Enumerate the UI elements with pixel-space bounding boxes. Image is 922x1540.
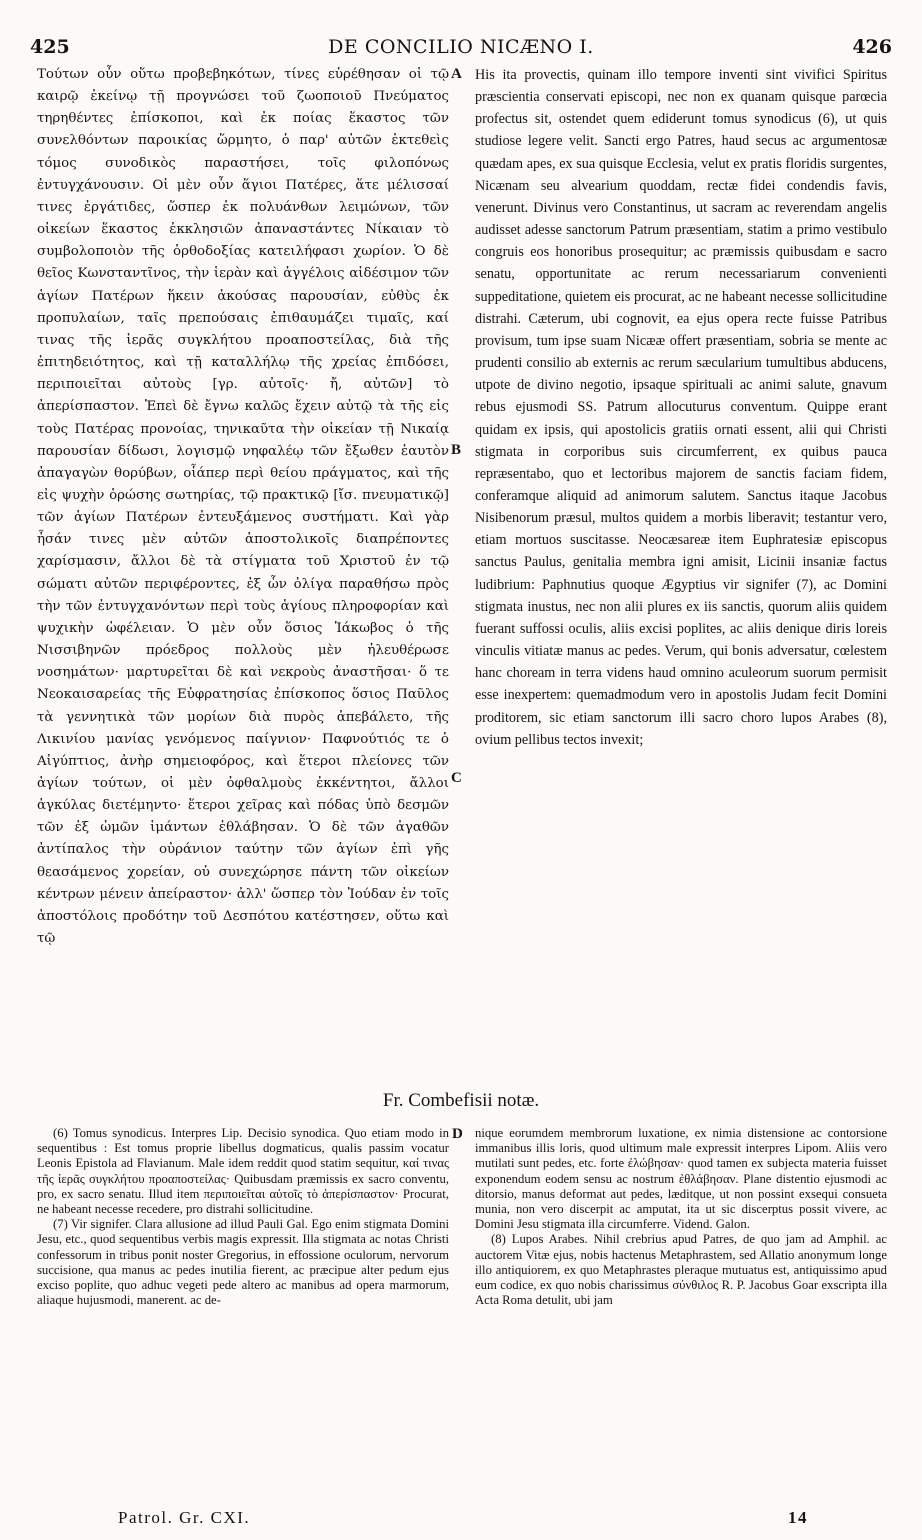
notes-column-right [475, 1126, 887, 1308]
notes-heading: Fr. Combefisii notæ. [382, 1090, 540, 1111]
page-number-left: 425 [30, 36, 70, 58]
section-marker-a: A [451, 66, 462, 82]
section-marker-b: B [451, 442, 462, 458]
running-header [30, 36, 892, 62]
running-title: DE CONCILIO NICÆNO I. [328, 36, 594, 58]
note-continuation: nique eorumdem membrorum luxatione, ex nimia distensione ac contorsione immanibus illis loris, quod ultimum male expressit interpres Lipom. Aliis vero mutilati sunt pedes, etc. forte ἐλώβησαν· quod tamen ex subjecta materia fuisset exponendum eodem sensu ac nostrum ἐθλάβησαν. Plane distentio ejusmodi ac ditorsio, manus deformat aut pedes, læditque, ut non possint exsequi consueta munia, non vero discerpit ac amputat, ita ut sic discerptus possit vivere, ac Domini Jesu stigmata illa circumferre. Vidend. Galon. [475, 1126, 887, 1232]
note-8: (8) Lupos Arabes. Nihil crebrius apud Patres, de quo jam ad Amphil. ac auctorem Vitæ ejus, nobis hactenus Metaphrastem, sed Allatio anonymum longe illo antiquiorem, ex quo Metaphrastes pleraque mutuatus est, antiquissimo apud eum codice, ex quo nobis charissimus σύνθιλος R. P. Jacobus Goar exscripta illa Acta Roma detulit, ubi jam [475, 1232, 887, 1308]
section-marker-c: C [451, 770, 462, 786]
page-number-right: 426 [852, 36, 892, 58]
latin-text-column [475, 64, 887, 751]
notes-column-left [37, 1126, 449, 1308]
series-title: Patrol. Gr. CXI. [118, 1508, 251, 1527]
note-6: (6) Tomus synodicus. Interpres Lip. Decisio synodica. Quo etiam modo in sequentibus : Est tomus proprie libellus dogmaticus, qualis passim vocatur Leonis Epistola ad Flavianum. Male idem reddit quod statim sequitur, καί τινας τῆς ἱερᾶς συγκλήτου προαποστείλας· Quibusdam præmissis ex sacro conventu, pro, ex sacro senatu. Illud item περιποιεῖται αὐτοῖς τὸ ἀπερίσπαστον· Procurat, ne habeant necesse recedere, pro distrahi sollicitudine. [37, 1126, 449, 1217]
page-footer [118, 1508, 808, 1532]
greek-paragraph: Τούτων οὖν οὕτω προβεβηκότων, τίνες εὑρέθησαν οἱ τῷ καιρῷ ἐκείνῳ τῇ προγνώσει τοῦ ζωοποιοῦ Πνεύματος τηρηθέντες ἐπίσκοποι, καὶ ἐκ ποίας ἕκαστος τῶν συνελθόντων παροικίας ὥρμητο, ὁ παρ' αὐτῶν ἐκτεθεὶς τόμος συνοδικὸς παραστήσει, τοῖς φιλοπόνως ἐντυγχάνουσιν. Οἱ μὲν οὖν ἅγιοι Πατέρες, ἅτε μέλισσαί τινες ἐργάτιδες, ὥσπερ ἐκ πολυάνθων λειμώνων, τῶν οἰκείων ἕκαστος ἐκκλησιῶν ἀπαναστάντες Νίκαιαν τὸ συμβολοποιὸν τῆς ὀρθοδοξίας κατειλήφασι χωρίον. Ὁ δὲ θεῖος Κωνσταντῖνος, τὴν ἱερὰν καὶ ἀγγέλοις αἰδέσιμον τῶν ἁγίων Πατέρων ἥκειν ἀκούσας παρουσίαν, εὐθὺς ἐκ προπυλαίων, ταῖς πρεπούσαις ἐπιθαυμάζει τιμαῖς, καί τινας τῆς ἱερᾶς συγκλήτου προαποστείλας, διὰ τῆς ἐπιτηδειότητος, καὶ τῇ καταλλήλῳ τῆς χρείας ἐπιδόσει, περιποιεῖται αὐτοὺς [γρ. αὐτοῖς· ἤ, αὐτῶν] τὸ ἀπερίσπαστον. Ἐπεὶ δὲ ἔγνω καλῶς ἔχειν αὐτῷ τὰ τῆς εἰς τοὺς Πατέρας προνοίας, τηνικαῦτα τὴν οἰκείαν τῇ Νικαίᾳ παρουσίαν δίδωσι, λογισμῷ νηφαλέῳ τῶν ἔξωθεν ἑαυτὸν ἀπαγαγὼν θορύβων, οἷάπερ περὶ θείου πράγματος, καὶ τῆς εἰς ψυχὴν ὁρώσης σωτηρίας, τῷ πρακτικῷ [ἴσ. πνευματικῷ] τῶν ἁγίων Πατέρων ἐντευξάμενος συστήματι. Καὶ γὰρ ἦσάν τινες μὲν αὐτῶν ἀποστολικοῖς διαπρέποντες χαρίσμασιν, ἄλλοι δὲ τὰ στίγματα τοῦ Χριστοῦ ἐν τῷ σώματι αὐτῶν περιφέροντες, ἐξ ὧν ὀλίγα παραθήσω πρὸς τὴν τῶν ἐντυγχανόντων περὶ τοὺς ἁγίους πληροφορίαν καὶ ψυχικὴν ὠφέλειαν. Ὁ μὲν οὖν ὅσιος Ἰάκωβος ὁ τῆς Νισσιβηνῶν πρόεδρος πολλοὺς μὲν ἠλευθέρωσε νοσημάτων· μαρτυρεῖται δὲ καὶ νεκροὺς ἀναστῆσαι· ὅ τε Νεοκαισαρείας τῆς Εὐφρατησίας ἐπίσκοπος ὅσιος Παῦλος τὰ γεννητικὰ τῶν μορίων διὰ πυρὸς ἀπεβάλετο, τῆς Λικινίου μανίας γενόμενος παίγνιον· Παφνούτιός τε ὁ Αἰγύπτιος, ἀνὴρ σημειοφόρος, καὶ ἕτεροι πλείονες τῶν ἁγίων τούτων, οἱ μὲν ὀφθαλμοὺς ἐκκέντητοι, ἄλλοι ἀγκύλας διετέμηντο· ἕτεροι χεῖρας καὶ πόδας ὑπὸ δεσμῶν τῶν ἐξ ὠμῶν ἱμάντων ἐθλάβησαν. Ὁ δὲ τῶν ἀγαθῶν ἀντίπαλος τὴν οὐράνιον ταύτην τῶν ἁγίων ἐπὶ γῆς θεασάμενος χορείαν, οὐ συνεχώρησε πάντη τῶν οἰκείων κέντρων μένειν ἀπείραστον· ἀλλ' ὥσπερ τὸν Ἰούδαν ἐν τοῖς ἀποστόλοις προδότην τοῦ Δεσπότου κατέστησεν, οὕτω καὶ τῷ [37, 67, 449, 947]
section-marker-d: D [452, 1126, 463, 1142]
latin-paragraph: His ita provectis, quinam illo tempore inventi sint vivifici Spiritus præscientia conservati episcopi, nec non ex quanam quisque parœcia profectus sit, ostendet quem ediderunt tomus synodicus (6), ut quis studiose legere velit. Sancti ergo Patres, haud secus ac argumentosæ quædam apes, ex sua quisque Ecclesia, velut ex pratis floridis surgentes, Nicænam seu alvearium quoddam, rectæ fidei condendis favis, venerunt. Divinus vero Constantinus, ut sacram ac reverendam angelis audisset adesse sanctorum Patrum præsentiam, statim a primo vestibulo congruis eos honoribus prosequitur; ac præmissis quibusdam e sacro senatu, opportunitate ac rerum necessariarum convenienti suppeditatione, quietem eis procurat, ac ne habeant necesse sollicitudine distrahi. Cæterum, ubi cognovit, ea ejus opera recte fuisse Patribus provisum, tum ipse suam Nicææ offert præsentiam, sobria se mente ac prudenti consilio ab externis ac rerum sæcularium tumultibus abducens, utpote de divino negotio, ipsaque spirituali ac animi salute, gnavum rebus ejusmodi SS. Patrum allocuturus conventum. Quippe erant quidam ex ipsis, qui apostolicis gratiis ornati essent, alii qui Christi stigmata in corporibus suis circumferrent, ex quibus pauca repræsentabo, quo et lectoribus majorem de sanctis faciam fidem, conferamque aliquid ad animorum salutem. Sanctus itaque Jacobus Nisibenorum præsul, multos quidem a morbis liberavit; testantur vero, etiam mortuos suscitasse. Neocæsareæ item Euphratesiæ episcopus sanctus Paulus, genitalia membra igni amisit, Licinii insaniæ factus ludibrium: Paphnutius quoque Ægyptius vir signifer (7), ac Domini stigmata inustus, nec non alii plures ex iis sanctis, quorum aliis quidem fuerant suffossi oculis, aliis excisi poplites, ac aliis denique diris loreis vinculis vitiatæ manus ac pedes. Verum, qui bonis adversatur, cœlestem hanc choream in terra videns haud omnino aculeorum suorum permisit esse inexpertem: quemadmodum vero in apostolis Judam fecit Domini proditorem, sic etiam sanctorum illi sacro choro lupos Arabes (8), ovium pellibus tectos invexit; [475, 67, 887, 748]
signature-mark: 14 [788, 1508, 808, 1527]
note-7: (7) Vir signifer. Clara allusione ad illud Pauli Gal. Ego enim stigmata Domini Jesu, etc., quod sequentibus verbis magis expressit. Illa stigmata ac notas Christi confessorum in tribus ponit noster Gregorius, in effossione oculorum, nervorum succisione, qua manus ac pedes inutilia fierent, ac præcipue alter pedum ejus exciso poplite, quo adhuc vegeti pede altero ac manibus ad opera marmorum, aliaque hujusmodi, manerent. ac de- [37, 1217, 449, 1308]
greek-text-column [37, 64, 449, 950]
